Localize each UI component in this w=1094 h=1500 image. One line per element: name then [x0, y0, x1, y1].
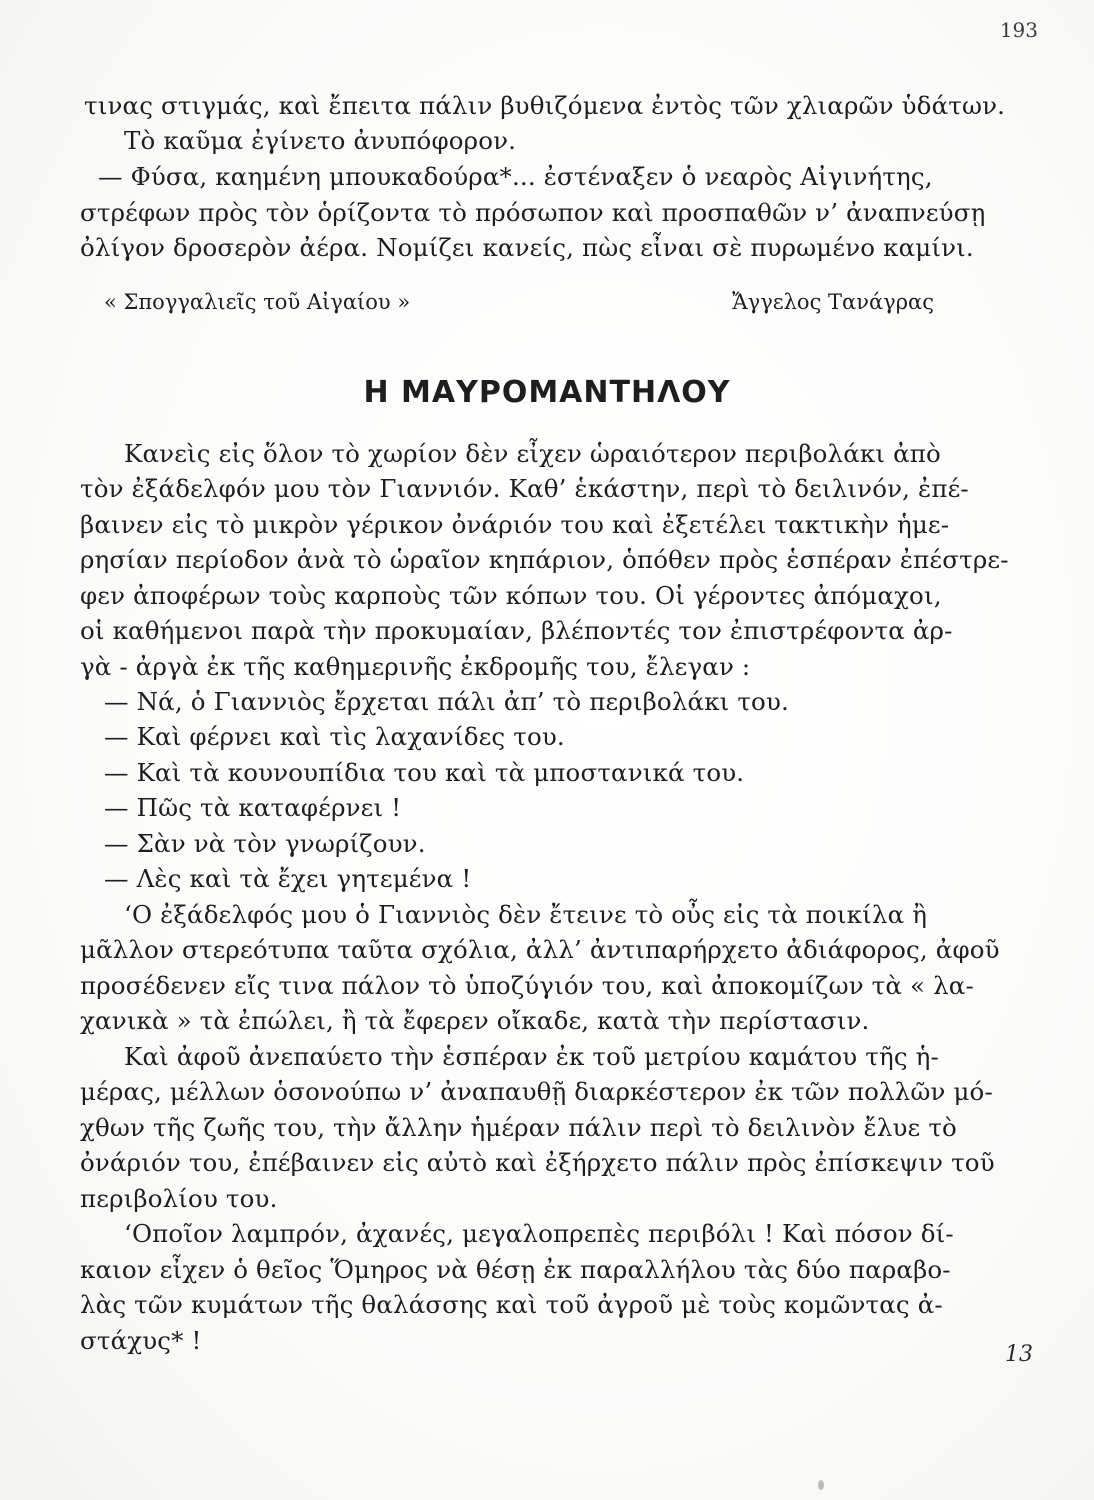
- dialogue-line: — Λὲς καὶ τὰ ἔχει γητεμένα !: [104, 864, 472, 893]
- page-number: 193: [999, 18, 1038, 42]
- body-line: καιον εἶχεν ὁ θεῖος Ὅμηρος νὰ θέσῃ ἐκ παραλλήλου τὰς δύο παραβο-: [80, 1255, 951, 1284]
- excerpt-author: Ἄγγελος Τανάγρας: [732, 290, 934, 314]
- excerpt-source: « Σπογγαλιεῖς τοῦ Αἰγαίου »: [104, 290, 411, 314]
- body-line: ρησίαν περίοδον ἀνὰ τὸ ὡραῖον κηπάριον, ὁπόθεν πρὸς ἑσπέραν ἐπέστρε-: [80, 545, 1009, 574]
- body-line: βαινεν εἰς τὸ μικρὸν γέρικον ὀνάριόν του καὶ ἐξετέλει τακτικὴν ἡμε-: [80, 510, 950, 539]
- body-line: γὰ - ἀργὰ ἐκ τῆς καθημερινῆς ἐκδρομῆς του, ἔλεγαν :: [80, 652, 751, 681]
- excerpt-line: στρέφων πρὸς τὸν ὁρίζοντα τὸ πρόσωπον καὶ προσπαθῶν ν’ ἀναπνεύσῃ: [80, 198, 986, 227]
- body-line: τὸν ἐξάδελφόν μου τὸν Γιαννιόν. Καθ’ ἑκάστην, περὶ τὸ δειλινόν, ἐπέ-: [80, 474, 969, 503]
- dialogue-line: — Σὰν νὰ τὸν γνωρίζουν.: [104, 829, 426, 858]
- dialogue-line: — Καὶ τὰ κουνουπίδια του καὶ τὰ μποστανικά του.: [104, 758, 745, 787]
- signature-mark: 13: [1005, 1342, 1033, 1367]
- body-line: ‘Ο ἐξάδελφός μου ὁ Γιαννιὸς δὲν ἔτεινε τὸ οὖς εἰς τὰ ποικίλα ἢ: [124, 900, 928, 929]
- excerpt-line: Τὸ καῦμα ἐγίνετο ἀνυπόφορον.: [124, 126, 517, 155]
- body-line: οἱ καθήμενοι παρὰ τὴν προκυμαίαν, βλέποντές τον ἐπιστρέφοντα ἀρ-: [80, 616, 953, 645]
- body-line: Κανεὶς εἰς ὅλον τὸ χωρίον δὲν εἶχεν ὡραιότερον περιβολάκι ἀπὸ: [124, 439, 941, 468]
- body-line: ‘Οποῖον λαμπρόν, ἀχανές, μεγαλοπρεπὲς περιβόλι ! Καὶ πόσον δί-: [124, 1219, 954, 1248]
- body-line: Καὶ ἀφοῦ ἀνεπαύετο τὴν ἑσπέραν ἐκ τοῦ μετρίου καμάτου τῆς ἡ-: [124, 1042, 939, 1071]
- dialogue-line: — Καὶ φέρνει καὶ τὶς λαχανίδες του.: [104, 722, 565, 751]
- body-line: μέρας, μέλλων ὁσονούπω ν’ ἀναπαυθῇ διαρκέστερον ἐκ τῶν πολλῶν μό-: [80, 1077, 993, 1106]
- body-line: χθων τῆς ζωῆς του, τὴν ἄλλην ἡμέραν πάλιν περὶ τὸ δειλινὸν ἔλυε τὸ: [80, 1113, 957, 1142]
- body-line: μᾶλλον στερεότυπα ταῦτα σχόλια, ἀλλ’ ἀντιπαρήρχετο ἀδιάφορος, ἀφοῦ: [80, 935, 1000, 964]
- body-line: φεν ἀποφέρων τοὺς καρποὺς τῶν κόπων του. Οἱ γέροντες ἀπόμαχοι,: [80, 581, 942, 610]
- ink-speck: [818, 1480, 824, 1490]
- body-line: προσέδενεν εἴς τινα πάλον τὸ ὑποζύγιόν του, καὶ ἀποκομίζων τὰ « λα-: [80, 971, 974, 1000]
- dialogue-line: — Πῶς τὰ καταφέρνει !: [104, 793, 402, 822]
- excerpt-line: τινας στιγμάς, καὶ ἔπειτα πάλιν βυθιζόμενα ἐντὸς τῶν χλιαρῶν ὑδάτων.: [84, 91, 1006, 120]
- body-line: χανικὰ » τὰ ἐπώλει, ἢ τὰ ἔφερεν οἴκαδε, κατὰ τὴν περίστασιν.: [80, 1006, 870, 1035]
- body-line: περιβολίου του.: [80, 1184, 278, 1213]
- body-line: λὰς τῶν κυμάτων τῆς θαλάσσης καὶ τοῦ ἀγροῦ μὲ τοὺς κομῶντας ἀ-: [80, 1290, 943, 1319]
- excerpt-line: ὀλίγον δροσερὸν ἀέρα. Νομίζει κανείς, πὼς εἶναι σὲ πυρωμένο καμίνι.: [80, 233, 974, 262]
- excerpt-line: — Φύσα, καημένη μπουκαδούρα*... ἐστέναξεν ὁ νεαρὸς Αἰγινήτης,: [98, 162, 933, 191]
- story-title: Η ΜΑΥΡΟΜΑΝΤΗΛΟΥ: [363, 375, 731, 410]
- dialogue-line: — Νά, ὁ Γιαννιὸς ἔρχεται πάλι ἀπ’ τὸ περιβολάκι του.: [104, 687, 789, 716]
- body-line: ὀνάριόν του, ἐπέβαινεν εἰς αὐτὸ καὶ ἐξήρχετο πάλιν πρὸς ἐπίσκεψιν τοῦ: [80, 1148, 995, 1177]
- body-line: στάχυς* !: [80, 1326, 202, 1355]
